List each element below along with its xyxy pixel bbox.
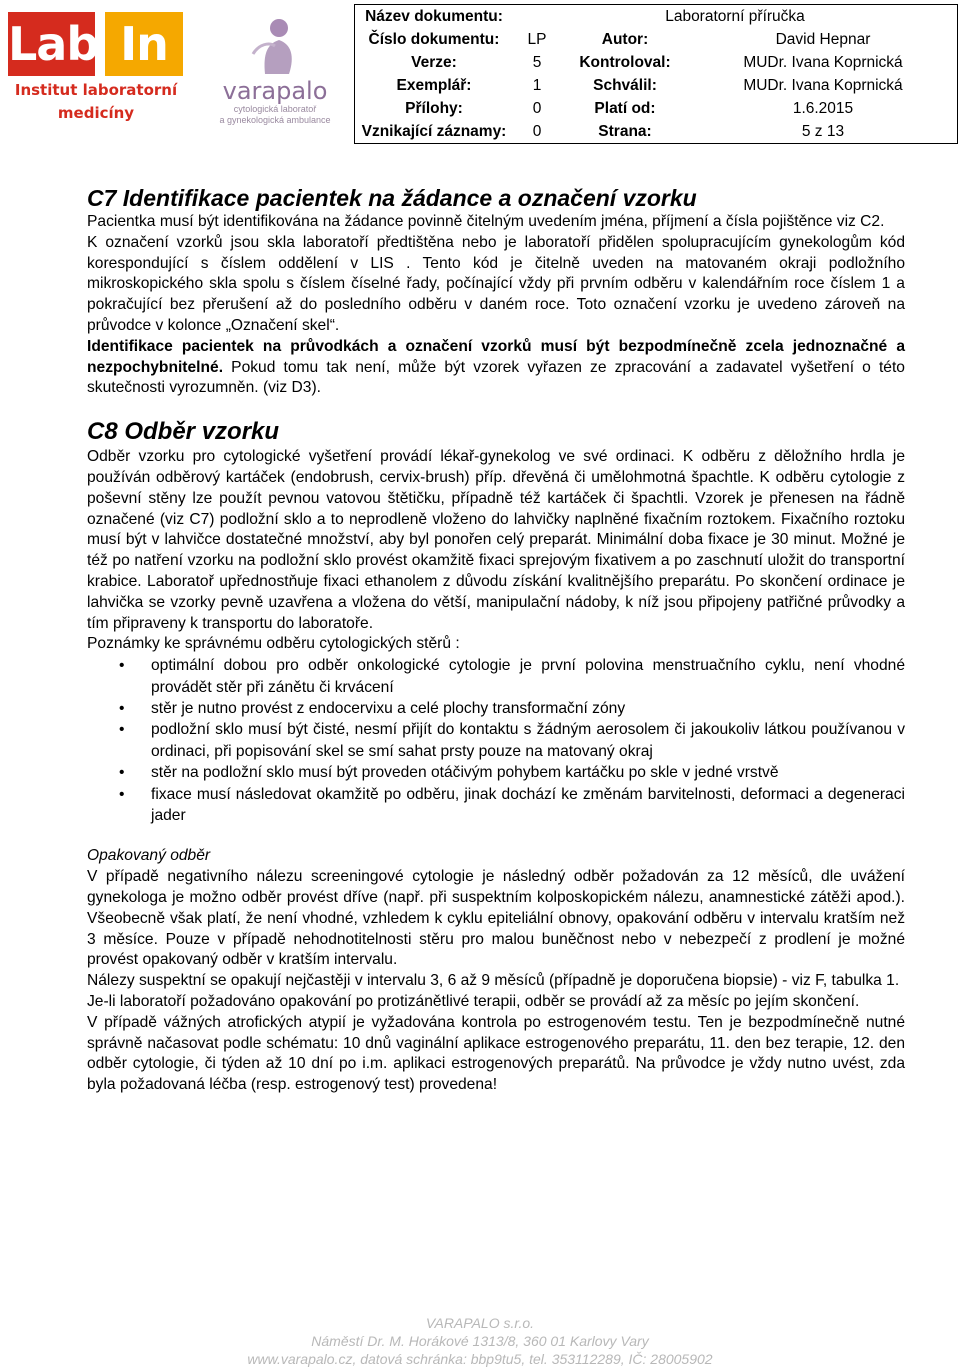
- repeat-paragraph-2: Nálezy suspektní se opakují nejčastěji v intervalu 3, 6 až 9 měsíců (případně je doporučena biopsie) - viz F, tabulka 1.: [87, 972, 900, 990]
- c8-notes-intro: Poznámky ke správnému odběru cytologických stěrů :: [87, 635, 460, 653]
- meta-label-cislo: Číslo dokumentu:: [368, 30, 500, 48]
- list-item: • fixace musí následovat okamžitě po odběru, jinak dochází ke změnám barvitelnosti, deformaci a degeneraci jader: [119, 785, 905, 824]
- c7-paragraph-2: K označení vzorků jsou skla laboratoří předtištěna nebo je laboratoří přidělen spolupracujícím gynekologům kód korespondující s číslem oddělení v LIS . Tento kód je čitelně uveden na matovaném okraji podložního mikroskopického skla spolu s číslem číselné řady, počínající vždy při prvním odběru v kalendářním roce číslem 1 a pokračující bez přerušení až do posledního odběru v daném roce. Toto označení vzorku je uvedeno zároveň na průvodce v kolonce „Označení skel“.: [87, 233, 905, 334]
- c7-paragraph-3-rest: Pokud tomu tak není, může být vzorek vyřazen ze zpracování a zadavatel vyšetření o této skutečnosti vyrozumněn. (viz D3).: [87, 358, 905, 397]
- footer-company: VARAPALO s.r.o.: [425, 1315, 535, 1331]
- c8-paragraph-1: Odběr vzorku pro cytologické vyšetření provádí lékař-gynekolog ve své ordinaci. K odběru z děložního hrdla je používán odběrový kartáček (endobrush, cervix-brush) příp. dřevěná či umělohmotná špachtle. K odběru cytologie z poševní stěny lze použít pevnou vatovou štětičku, případně též kartáček či špachtli. Vzorek je přenesen na řádně označené (viz C7) podložní sklo a to neprodleně vloženo do lahvičky naplněné fixačním roztokem. Fixačního roztoku musí být v lahvičce dostatečné množství, aby byl ponořen celý preparát. Minimální doba fixace je 30 minut. Možné je též po natření vzorku na podložní sklo provést okamžitě fixaci sprejovým fixativem a po zaschnutí uložit do transportní krabice. Laboratoř upřednostňuje fixaci ethanolem z důvodu získání kvalitnějšího preparátu. Po skončení ordinace je lahvička se vzorky pevně uzavřena a vložena do větší, manipulační nádoby, k níž jsou připojeny patřičné průvodky a tím připraveny k transportu do laboratoře.: [87, 448, 905, 632]
- meta-label-verze: Verze:: [411, 53, 457, 71]
- logo-institute-line2: medicíny: [57, 104, 135, 122]
- meta-value-prilohy: 0: [532, 99, 542, 117]
- meta-label-plati: Platí od:: [594, 99, 656, 117]
- meta-value-strana: 5 z 13: [801, 122, 845, 140]
- varapalo-tag-1: cytologická laboratoř: [233, 104, 317, 114]
- bullet-icon: •: [119, 699, 125, 717]
- varapalo-emblem-icon: [245, 14, 305, 76]
- repeat-paragraph-3: Je-li laboratoří požadováno opakování po protizánětlivé terapii, odběr se provádí až za měsíc po jejím skončení.: [87, 992, 860, 1010]
- meta-value-verze: 5: [532, 53, 542, 71]
- meta-value-zaznamy: 0: [532, 122, 542, 140]
- list-item: • stěr na podložní sklo musí být proveden otáčivým pohybem kartáčku po skle v jedné vrstvě: [151, 762, 905, 783]
- meta-value-autor: David Hepnar: [775, 30, 871, 48]
- bullet-icon: •: [119, 721, 125, 739]
- section-c8-title: C8 Odběr vzorku: [87, 418, 280, 446]
- meta-label-autor: Autor:: [601, 30, 649, 48]
- meta-label-schvalil: Schválil:: [593, 76, 657, 94]
- c7-paragraph-3-bold: Identifikace pacientek na průvodkách a označení vzorků musí být bezpodmínečně zcela jednoznačné a nezpochybnitelné.: [87, 337, 905, 376]
- c8-notes-list: [87, 655, 905, 826]
- bullet-icon: •: [119, 785, 125, 803]
- meta-label-prilohy: Přílohy:: [405, 99, 463, 117]
- page-footer: [0, 1314, 960, 1368]
- varapalo-tag-2: a gynekologická ambulance: [219, 115, 331, 125]
- list-item: • stěr je nutno provést z endocervixu a celé plochy transformační zóny: [151, 698, 905, 719]
- meta-label-zaznamy: Vznikající záznamy:: [361, 122, 507, 140]
- meta-value-cislo: LP: [527, 30, 547, 48]
- meta-label-kontroloval: Kontroloval:: [579, 53, 671, 71]
- list-item: • podložní sklo musí být čisté, nesmí přijít do kontaktu s žádným aerosolem či jakoukoliv látkou používanou v ordinaci, při popisování skel se smí sahat prsty pouze na matovaný okraj: [119, 721, 905, 760]
- logo-lab-text: Lab: [8, 12, 95, 76]
- meta-value-exemplar: 1: [532, 76, 542, 94]
- meta-value-kontroloval: MUDr. Ivana Koprnická: [743, 53, 903, 71]
- footer-contact: www.varapalo.cz, datová schránka: bbp9tu5, tel. 353112289, IČ: 28005902: [247, 1351, 713, 1367]
- logo-institute-line1: Institut laboratorní: [14, 81, 178, 99]
- repeat-subheading: Opakovaný odběr: [87, 847, 211, 865]
- bullet-icon: •: [119, 764, 125, 782]
- meta-label-nazev: Název dokumentu:: [365, 7, 503, 25]
- c7-paragraph-3: [87, 337, 905, 399]
- meta-value-schvalil: MUDr. Ivana Koprnická: [743, 76, 903, 94]
- meta-value-nazev: Laboratorní příručka: [665, 7, 805, 25]
- document-meta-table: [354, 4, 958, 144]
- meta-label-strana: Strana:: [598, 122, 652, 140]
- repeat-paragraph-1: V případě negativního nálezu screeningové cytologie je následný odběr požadován za 12 měsíců, dle uvážení gynekologa je možno odběr provést dříve (např. při suspektním kolposkopickém nálezu, anamnestické zátěži apod.). Všeobecně však platí, že není vhodné, vzhledem k cyklu epiteliální obnovy, opakování odběru v intervalu kratším než 3 měsíce. Pouze v případě nehodnotitelnosti stěru pro malou buněčnost nebo v nebezpečí z prodlení je možné provést opakovaný odběr v kratším intervalu.: [87, 868, 905, 969]
- c7-paragraph-1: Pacientka musí být identifikována na žádance povinně čitelným uvedením jména, příjmení a čísla pojištěnce viz C2.: [87, 213, 885, 230]
- meta-label-exemplar: Exemplář:: [396, 76, 472, 94]
- meta-value-plati: 1.6.2015: [792, 99, 854, 117]
- varapalo-name: varapalo: [222, 77, 328, 105]
- list-item: • optimální dobou pro odběr onkologické cytologie je první polovina menstruačního cyklu, není vhodné provádět stěr při zánětu či krvácení: [119, 657, 905, 696]
- section-c7-title: C7 Identifikace pacientek na žádance a označení vzorku: [87, 185, 697, 211]
- repeat-paragraph-4: V případě vážných atrofických atypií je vyžadována kontrola po estrogenovém testu. Ten je bezpodmínečně nutné správně načasovat podle schématu: 10 dnů vaginální aplikace estrogenového preparátu, 11. den bez terapie, 12. den odběr cytologie, či týden až 10 dní po i.m. aplikaci estrogenových preparátů. Na průvodce je vždy nutno uvést, zda byla požadovaná léčba (resp. estrogenový test) provedena!: [87, 1013, 905, 1094]
- document-body: [87, 184, 905, 1096]
- labin-logo: [8, 12, 184, 124]
- varapalo-logo: [204, 14, 346, 132]
- bullet-icon: •: [119, 657, 125, 675]
- footer-address: Náměstí Dr. M. Horákové 1313/8, 360 01 Karlovy Vary: [311, 1333, 649, 1349]
- logo-in-text: In: [105, 12, 183, 76]
